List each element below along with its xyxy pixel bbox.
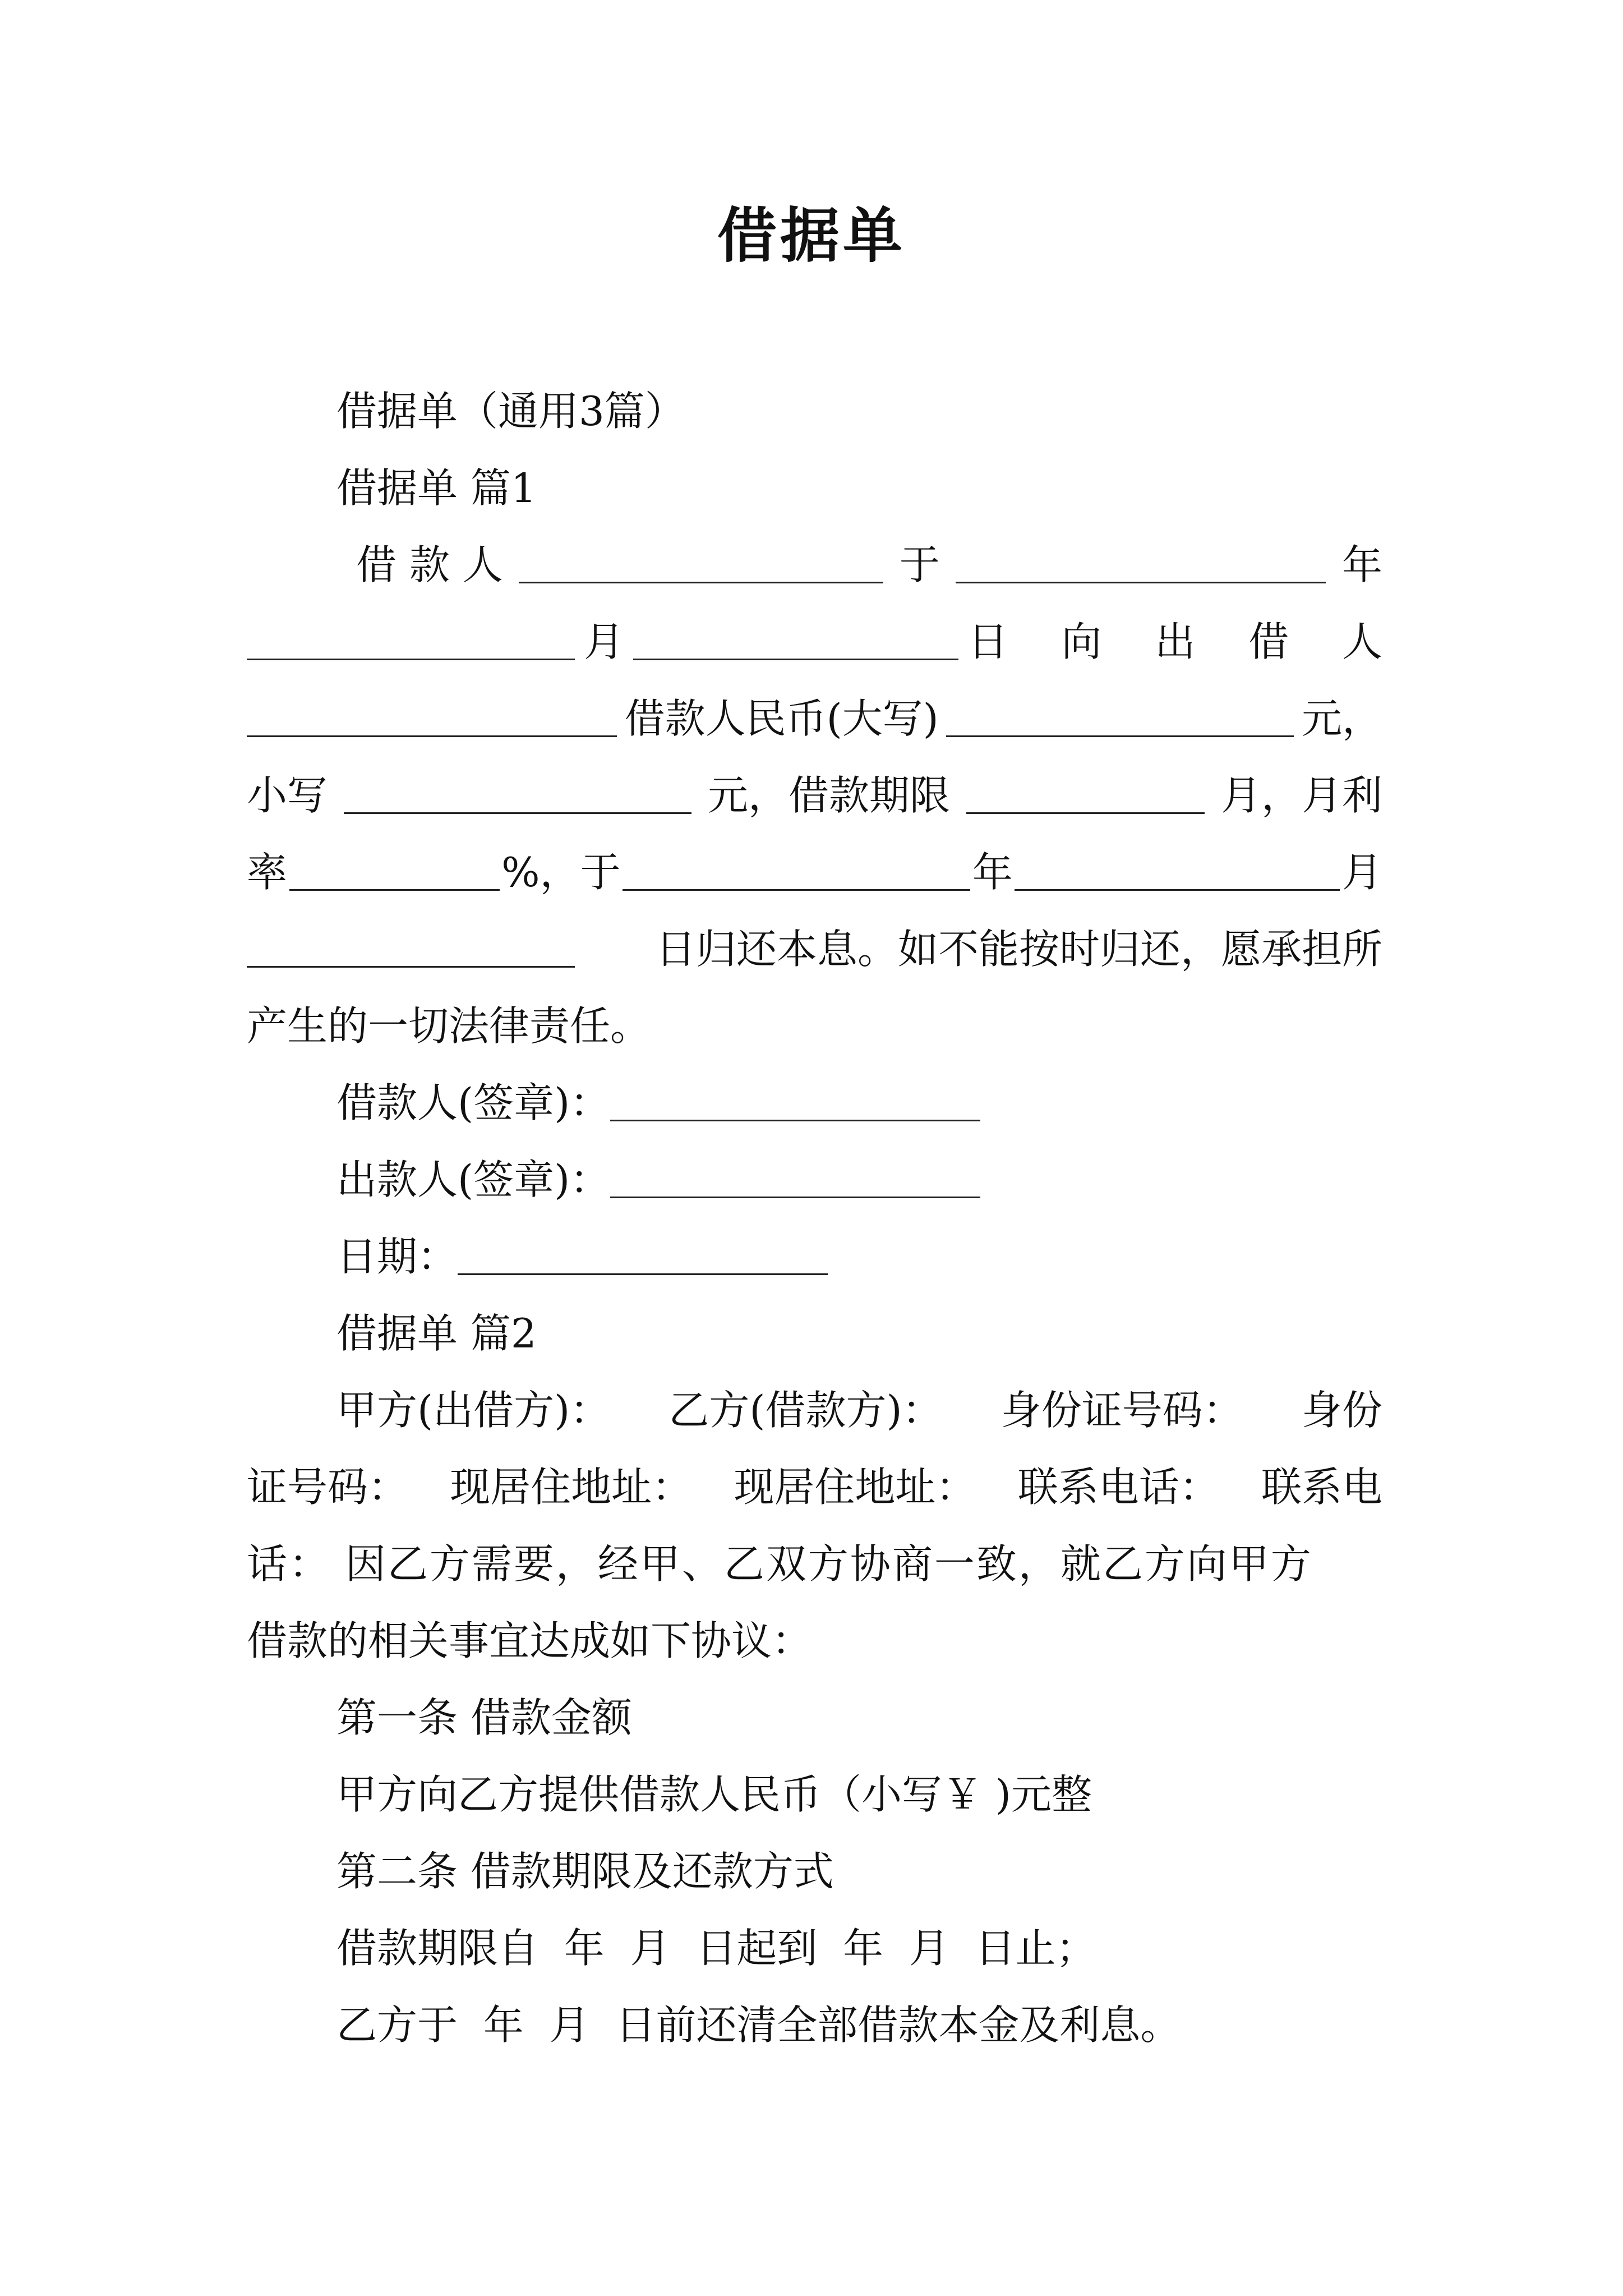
blank-amount-lower[interactable] xyxy=(344,772,691,814)
blank-year[interactable] xyxy=(956,541,1326,583)
loan-line-4: 小写 元，借款期限 月，月利 xyxy=(247,772,1382,819)
article-2-text-1: 借款期限自 年 月 日起到 年 月 日止； xyxy=(336,1925,1096,1972)
lender-sign-line: 出款人(签章)： xyxy=(247,1142,1382,1218)
loan-line-5: 率 %，于 年 月 xyxy=(247,849,1382,896)
article-1-heading: 第一条 借款金额 xyxy=(336,1694,632,1741)
agreement-line-2: 证号码： 现居住地址： 现居住地址： 联系电话： 联系电 xyxy=(247,1464,1382,1511)
article-2-text-2: 乙方于 年 月 日前还清全部借款本金及利息。 xyxy=(336,2001,1181,2049)
blank-lender[interactable] xyxy=(247,695,617,737)
section2-heading: 借据单 篇2 xyxy=(336,1310,537,1357)
loan-line-2: 月 日 向 出 借 人 xyxy=(247,604,1382,680)
article-2-heading: 第二条 借款期限及还款方式 xyxy=(336,1848,834,1895)
blank-lender-sign[interactable] xyxy=(610,1156,980,1198)
loan-line-7: 产生的一切法律责任。 xyxy=(247,1002,651,1050)
borrower-sign-line: 借款人(签章)： xyxy=(247,1065,1382,1142)
agreement-line-1: 甲方(出借方)： 乙方(借款方)： 身份证号码： 身份 xyxy=(336,1387,1382,1434)
loan-line-6: 日归还本息。如不能按时归还，愿承担所 xyxy=(247,911,1382,988)
date-line: 日期： xyxy=(247,1218,1382,1295)
section1-heading: 借据单 篇1 xyxy=(336,464,537,512)
blank-repay-month[interactable] xyxy=(1015,849,1340,891)
document-title: 借据单 xyxy=(717,200,906,270)
intro-line: 借据单（通用3篇） xyxy=(336,388,685,435)
agreement-line-3: 话： 因乙方需要，经甲、乙双方协商一致，就乙方向甲方 xyxy=(247,1540,1313,1588)
blank-rate[interactable] xyxy=(289,849,500,891)
blank-repay-year[interactable] xyxy=(623,849,970,891)
agreement-line-4: 借款的相关事宜达成如下协议： xyxy=(247,1617,813,1664)
blank-amount-upper[interactable] xyxy=(946,695,1294,737)
loan-line-3: 借款人民币(大写) 元， xyxy=(247,680,1382,757)
loan-line-1: 借 款 人 于 年 xyxy=(356,541,1382,588)
blank-month[interactable] xyxy=(247,618,575,660)
blank-repay-day[interactable] xyxy=(247,926,575,968)
blank-borrower-sign[interactable] xyxy=(610,1079,980,1121)
blank-day[interactable] xyxy=(633,618,958,660)
article-1-text: 甲方向乙方提供借款人民币（小写￥ )元整 xyxy=(336,1771,1092,1818)
document-body xyxy=(247,373,1403,2064)
blank-term[interactable] xyxy=(966,772,1205,814)
blank-borrower[interactable] xyxy=(519,541,883,583)
blank-date[interactable] xyxy=(458,1233,828,1275)
